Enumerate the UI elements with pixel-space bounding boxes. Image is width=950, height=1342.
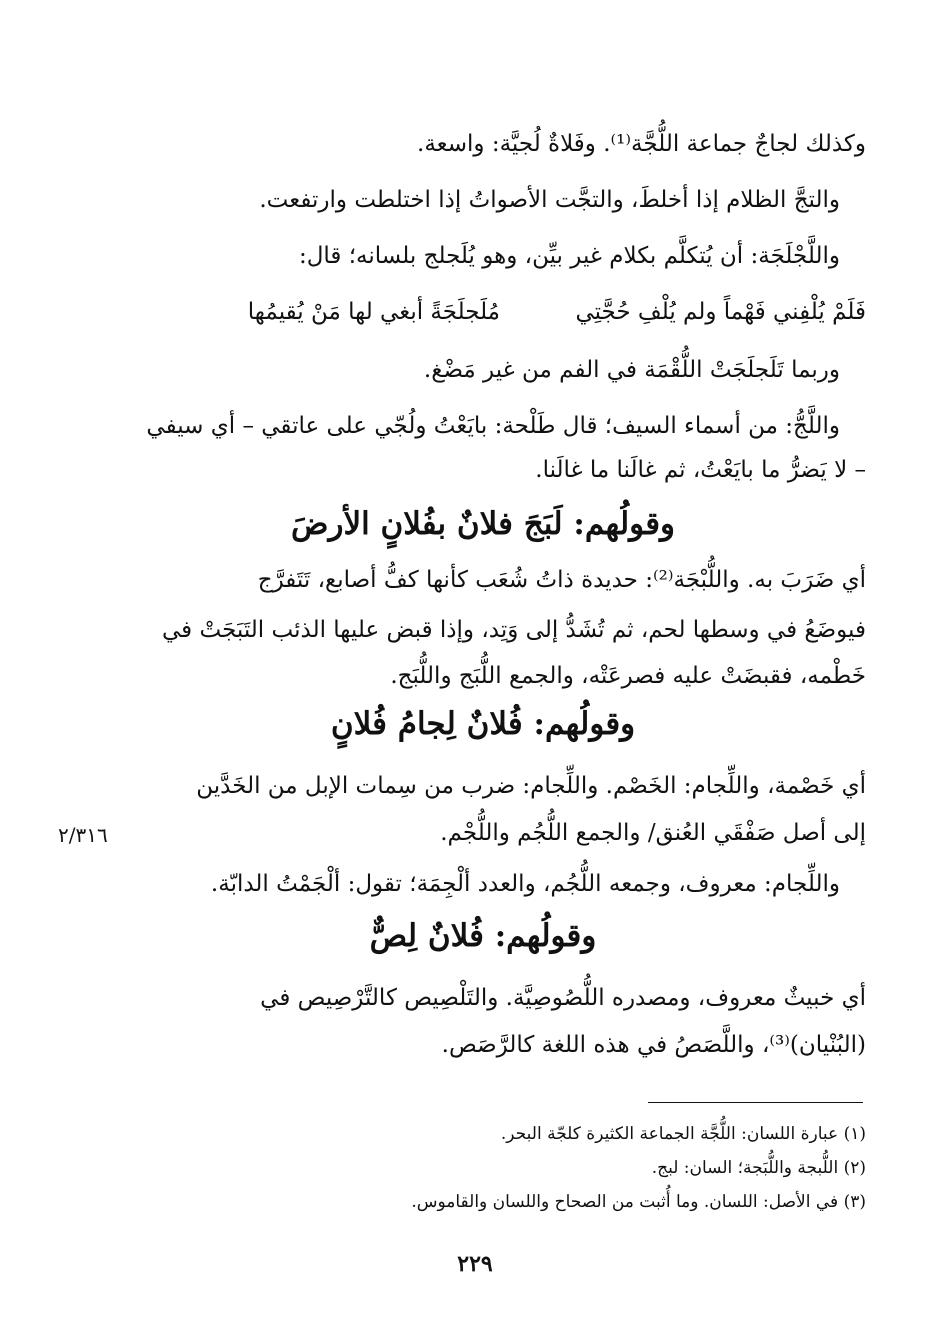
- body-line: وكذلك لجاجٌ جماعة اللُّجَّة⁽¹⁾. وفَلاةٌ لُجيَّة: واسعة.: [417, 131, 866, 157]
- section-heading: وقولُهم: لَبَجَ فلانٌ بفُلانٍ الأرضَ: [291, 506, 675, 542]
- body-line: والتجَّ الظلام إذا أخلطَ، والتجَّت الأصواتُ إذا اختلطت وارتفعت.: [259, 187, 840, 213]
- body-line: (البُنْيان)⁽³⁾، واللَّصَصُ في هذه اللغة كالرَّصَص.: [441, 1032, 866, 1058]
- body-line: أي ضَرَبَ به. واللُّبْجَة⁽²⁾: حديدة ذاتُ شُعَب كأنها كفُّ أصابع، تَتَفرَّج: [257, 567, 866, 593]
- verse-hemistich-right: فَلَمْ يُلْفِني فَهْماً ولم يُلْفِ حُجَّتِي: [575, 299, 866, 325]
- body-line: – لا يَضرُّ ما بايَعْتُ، ثم غالَنا ما غالَنا.: [535, 457, 866, 483]
- body-line: إلى أصل صَفْقَي العُنق/ والجمع اللُّجُم واللُّجْم.: [440, 820, 866, 846]
- footnote: (٣) في الأصل: اللسان. وما أُثبت من الصحاح واللسان والقاموس.: [411, 1192, 866, 1212]
- body-line: واللِّجام: معروف، وجمعه اللُّجُم، والعدد ألْجِمَة؛ تقول: ألْجَمْتُ الدابّة.: [210, 871, 840, 897]
- footnote-separator: [648, 1102, 863, 1103]
- body-line: وربما تَلَجلَجَتْ اللُّقْمَة في الفم من غير مَضْغ.: [423, 357, 840, 383]
- footnote: (٢) اللُّبجة واللُّبَجة؛ السان: لبج.: [651, 1158, 866, 1178]
- body-line: خَطْمه، فقبضَتْ عليه فصرعَتْه، والجمع اللُّبَج واللُّبَج.: [390, 663, 866, 689]
- footnote: (١) عبارة اللسان: اللُّجَّة الجماعة الكثيرة كلجّة البحر.: [500, 1124, 866, 1144]
- page-number: ٢٢٩: [457, 1251, 493, 1277]
- section-heading: وقولُهم: فُلانٌ لِجامُ فُلانٍ: [330, 706, 636, 742]
- body-line: واللَّجُّ: من أسماء السيف؛ قال طَلْحة: بايَعْتُ ولُجّي على عاتقي – أي سيفي: [146, 413, 840, 439]
- verse-hemistich-left: مُلَجلَجَةً أبغي لها مَنْ يُقيمُها: [247, 299, 500, 325]
- body-line: واللَّجْلَجَة: أن يُتكلَّم بكلام غير بيِّن، وهو يُلَجلج بلسانه؛ قال:: [298, 243, 840, 269]
- body-line: أي خَصْمة، واللِّجام: الخَصْم. واللِّجام: ضرب من سِمات الإبل من الخَدَّين: [196, 773, 866, 799]
- body-line: أي خبيثٌ معروف، ومصدره اللُّصُوصِيَّة. والتَلْصِيص كالتَّرْصِيص في: [260, 985, 866, 1011]
- body-line: فيوضَعُ في وسطها لحم، ثم تُشَدُّ إلى وَتِد، وإذا قبض عليها الذئب التَبَجَتْ في: [162, 617, 866, 643]
- section-heading: وقولُهم: فُلانٌ لِصٌّ: [369, 918, 597, 954]
- margin-reference: ٢/٣١٦: [58, 823, 108, 847]
